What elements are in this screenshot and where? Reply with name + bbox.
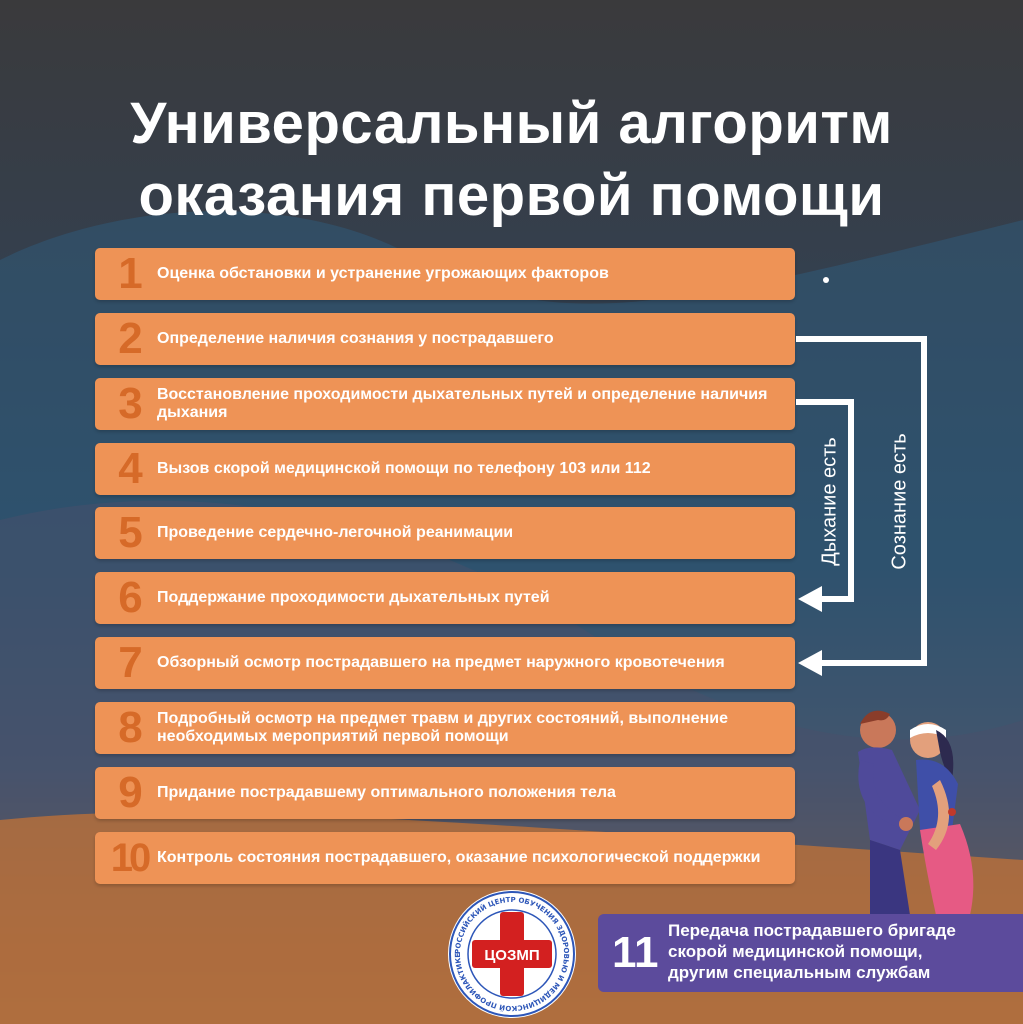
- czmp-logo: [446, 888, 578, 1020]
- step-number: 4: [118, 444, 140, 493]
- breathing-label: Дыхание есть: [818, 437, 841, 566]
- final-step-line-2: скорой медицинской помощи,: [668, 942, 923, 961]
- step-number: 10: [110, 836, 148, 880]
- rescuer-illustration-icon: [840, 700, 1000, 915]
- step-number: 8: [118, 703, 140, 752]
- consciousness-label: Сознание есть: [888, 433, 911, 570]
- step-number: 1: [118, 249, 140, 298]
- final-step-line-3: другим специальным службам: [668, 963, 931, 982]
- step-text: Обзорный осмотр пострадавшего на предмет наружного кровотечения: [157, 654, 725, 671]
- final-step-text: [668, 920, 1015, 983]
- step-number: 5: [118, 508, 140, 557]
- step-number: 7: [118, 638, 140, 687]
- step-text: Придание пострадавшему оптимального положения тела: [157, 784, 616, 801]
- title-line-1: Универсальный алгоритм: [130, 91, 893, 156]
- step-number: 3: [118, 379, 140, 428]
- step-text: Оценка обстановки и устранение угрожающих факторов: [157, 265, 609, 282]
- step-number: 9: [118, 768, 140, 817]
- step-number: 2: [118, 314, 140, 363]
- step-text: Контроль состояния пострадавшего, оказание психологической поддержки: [157, 849, 761, 866]
- step-text: Проведение сердечно-легочной реанимации: [157, 524, 514, 541]
- step-text: Определение наличия сознания у пострадавшего: [157, 330, 554, 347]
- breathing-arrowhead: [798, 586, 822, 612]
- consciousness-arrowhead: [798, 650, 822, 676]
- step-text: Вызов скорой медицинской помощи по телефону 103 или 112: [157, 460, 651, 477]
- step-text: Восстановление проходимости дыхательных путей и определение наличия дыхания: [157, 386, 768, 421]
- step-text: Подробный осмотр на предмет травм и других состояний, выполнение необходимых мероприятий первой помощи: [157, 710, 729, 745]
- final-step: [598, 914, 1023, 992]
- logo-text: ЦОЗМП: [484, 947, 540, 964]
- final-step-number: 11: [612, 928, 659, 977]
- title-line-2: оказания первой помощи: [138, 163, 885, 228]
- step-number: 6: [118, 573, 140, 622]
- logo-ring-text: РОССИЙСКИЙ ЦЕНТР ОБУЧЕНИЯ ЗДОРОВЬЮ И МЕДИЦИНСКОЙ ПРОФИЛАКТИКЕ: [453, 895, 571, 1013]
- final-step-line-1: Передача пострадавшего бригаде: [668, 921, 956, 940]
- step-text: Поддержание проходимости дыхательных путей: [157, 589, 550, 606]
